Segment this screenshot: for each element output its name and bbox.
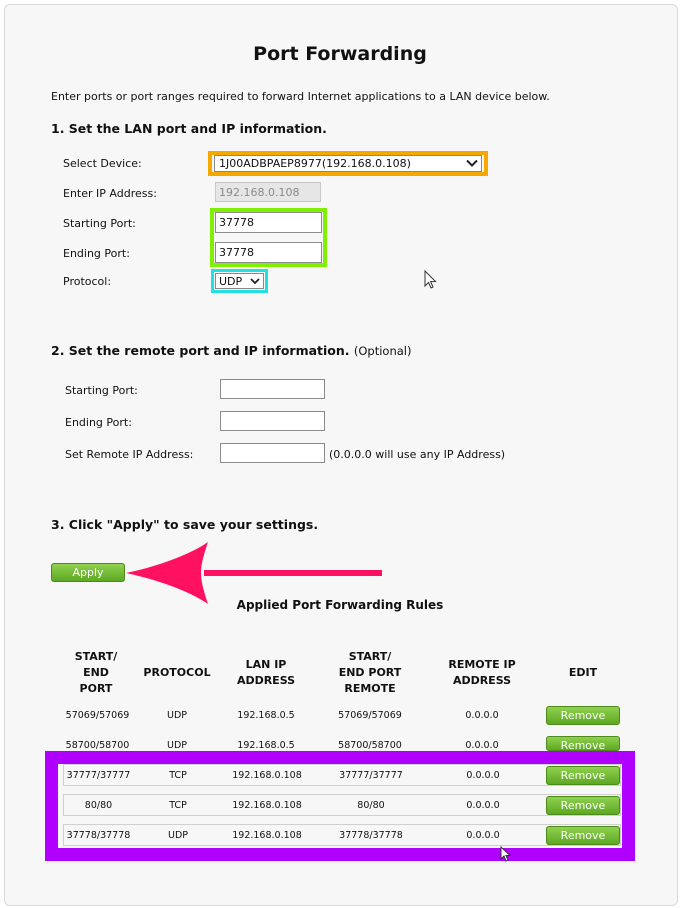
row-remote-ip: 0.0.0.0 (465, 740, 499, 751)
header-edit: EDIT (568, 666, 598, 679)
header-start-end-port-line2: END (83, 666, 109, 679)
row-remote-ports: 37778/37778 (339, 830, 403, 841)
optional-label: (Optional) (353, 344, 412, 358)
chevron-down-icon (250, 278, 260, 285)
header-lan-ip (222, 657, 310, 689)
row-lan-ip: 192.168.0.108 (232, 830, 302, 841)
remove-button[interactable]: Remove (546, 706, 620, 725)
table-row (63, 824, 621, 846)
row-lan-ip: 192.168.0.5 (237, 740, 295, 751)
row-ports: 37778/37778 (66, 830, 131, 841)
ip-address-label: Enter IP Address: (63, 187, 157, 200)
row-remote-ip: 0.0.0.0 (466, 830, 500, 841)
starting-port-label: Starting Port: (63, 217, 136, 230)
remote-ending-port-label: Ending Port: (65, 416, 132, 429)
header-remote-ip-line1: REMOTE IP (448, 658, 516, 671)
page-title: Port Forwarding (253, 43, 427, 65)
row-remote-ports: 37777/37777 (339, 770, 403, 781)
row-remote-ports: 58700/58700 (338, 740, 402, 751)
row-ports: 58700/58700 (65, 740, 130, 751)
header-start-end-port (60, 649, 132, 697)
row-remote-ip: 0.0.0.0 (465, 710, 499, 721)
header-remote-ip (432, 657, 532, 689)
header-lan-ip-line2: ADDRESS (236, 674, 296, 687)
remote-ip-input[interactable] (220, 443, 325, 463)
remote-ending-port-input[interactable] (220, 411, 325, 431)
row-remote-ports: 80/80 (357, 800, 385, 811)
section3-heading: 3. Click "Apply" to save your settings. (51, 517, 319, 532)
row-ports: 80/80 (84, 800, 113, 811)
row-remote-ip: 0.0.0.0 (466, 770, 500, 781)
row-ports: 37777/37777 (66, 770, 131, 781)
rules-title: Applied Port Forwarding Rules (236, 598, 444, 612)
header-start-end-port-line3: PORT (79, 682, 113, 695)
row-remote-ports: 57069/57069 (338, 710, 402, 721)
select-device-label: Select Device: (63, 157, 142, 170)
remove-button[interactable]: Remove (546, 826, 620, 845)
section2-heading (51, 343, 412, 358)
ip-address-field: 192.168.0.108 (215, 182, 321, 202)
section2-heading-text: 2. Set the remote port and IP information. (51, 343, 350, 358)
header-remote-port-line1: START/ (348, 650, 392, 663)
row-protocol: UDP (168, 830, 188, 841)
select-device-dropdown[interactable] (214, 155, 482, 172)
ending-port-input[interactable]: 37778 (215, 242, 322, 263)
starting-port-input[interactable]: 37778 (215, 212, 322, 233)
header-remote-port-line3: REMOTE (344, 682, 396, 695)
remove-button[interactable]: Remove (546, 736, 620, 751)
chevron-down-icon (466, 159, 478, 168)
table-row (63, 794, 621, 816)
header-remote-ip-line2: ADDRESS (452, 674, 512, 687)
header-protocol: PROTOCOL (143, 666, 211, 679)
row-lan-ip: 192.168.0.108 (232, 770, 302, 781)
remote-ip-label: Set Remote IP Address: (65, 448, 194, 461)
remove-button[interactable]: Remove (546, 796, 620, 815)
row-lan-ip: 192.168.0.108 (232, 800, 302, 811)
header-remote-port-line2: END PORT (338, 666, 402, 679)
row-ports: 57069/57069 (65, 710, 130, 721)
table-row (63, 764, 621, 786)
intro-text: Enter ports or port ranges required to forward Internet applications to a LAN device below. (51, 90, 550, 103)
protocol-value: UDP (219, 275, 243, 288)
mouse-cursor-icon (424, 270, 438, 290)
remote-ip-hint: (0.0.0.0 will use any IP Address) (329, 448, 506, 461)
row-protocol: TCP (169, 800, 187, 811)
header-start-end-port-line1: START/ (74, 650, 118, 663)
section1-heading: 1. Set the LAN port and IP information. (51, 121, 327, 136)
remote-starting-port-input[interactable] (220, 379, 325, 399)
row-protocol: UDP (167, 740, 187, 751)
row-lan-ip: 192.168.0.5 (237, 710, 295, 721)
row-remote-ip: 0.0.0.0 (466, 800, 500, 811)
header-remote-port (320, 649, 420, 697)
apply-button[interactable]: Apply (51, 563, 125, 582)
protocol-label: Protocol: (63, 275, 112, 288)
ending-port-label: Ending Port: (63, 247, 130, 260)
row-protocol: TCP (169, 770, 187, 781)
header-lan-ip-line1: LAN IP (245, 658, 287, 671)
row-protocol: UDP (167, 710, 187, 721)
remote-starting-port-label: Starting Port: (65, 384, 138, 397)
select-device-value: 1J00ADBPAEP8977(192.168.0.108) (219, 157, 411, 170)
mouse-cursor-icon (500, 846, 512, 862)
remove-button[interactable]: Remove (546, 766, 620, 785)
